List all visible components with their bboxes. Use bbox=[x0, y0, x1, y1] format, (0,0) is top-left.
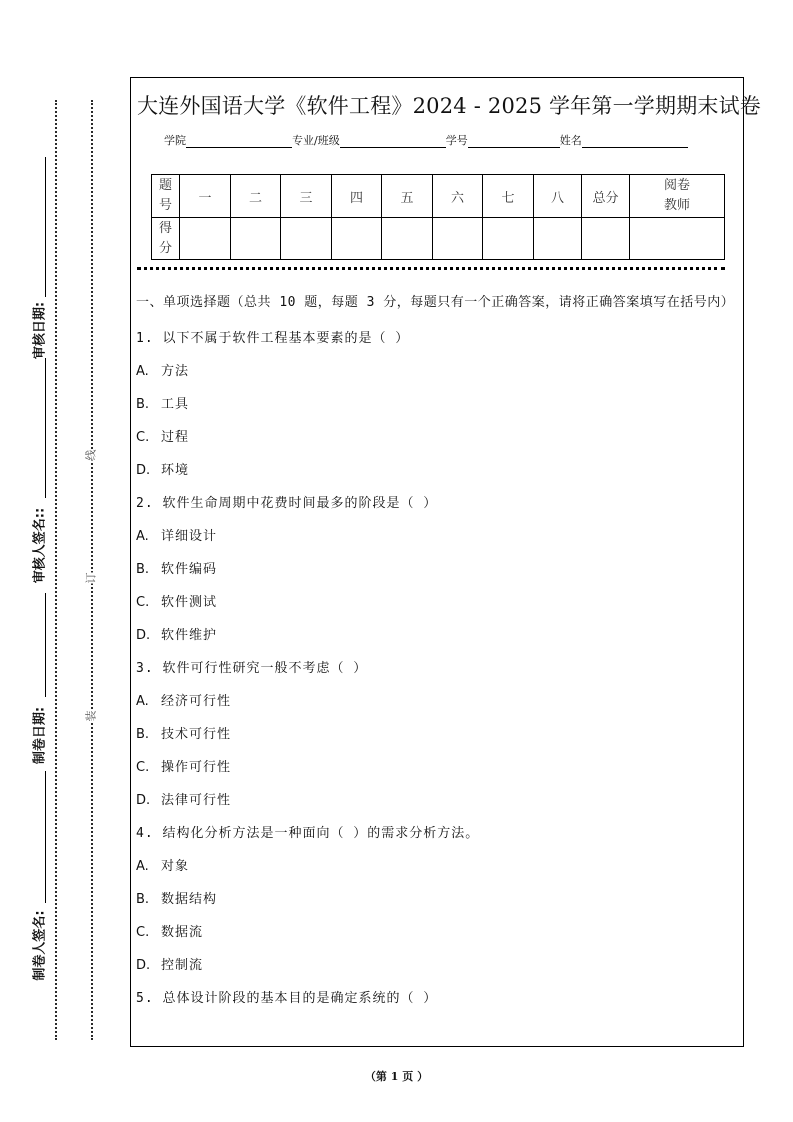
score-cell-5[interactable] bbox=[382, 218, 433, 260]
option-item[interactable]: B. 数据结构 bbox=[136, 892, 218, 907]
name-label: 姓名 bbox=[559, 134, 582, 147]
option-item[interactable]: B. 技术可行性 bbox=[136, 727, 232, 742]
major-class-field[interactable] bbox=[340, 135, 446, 148]
option-item[interactable]: C. 过程 bbox=[136, 430, 190, 445]
col-header-3: 三 bbox=[281, 175, 332, 218]
college-label: 学院 bbox=[164, 134, 186, 147]
option-item[interactable]: A. 对象 bbox=[136, 859, 190, 874]
prepare-date-line[interactable] bbox=[45, 593, 46, 697]
preparer-signature-label: 制卷人签名: bbox=[32, 910, 48, 981]
exam-content bbox=[136, 292, 736, 1015]
col-header-1: 一 bbox=[180, 175, 231, 218]
score-cell-6[interactable] bbox=[433, 218, 483, 260]
option-item[interactable]: B. 工具 bbox=[136, 397, 190, 412]
col-header-total: 总分 bbox=[582, 175, 630, 218]
major-class-label: 专业/班级 bbox=[292, 134, 340, 147]
score-cell-7[interactable] bbox=[483, 218, 534, 260]
col-header-grader: 阅卷 教师 bbox=[630, 175, 725, 218]
student-id-label: 学号 bbox=[445, 134, 468, 147]
score-cell-8[interactable] bbox=[534, 218, 582, 260]
score-cell-4[interactable] bbox=[332, 218, 382, 260]
score-cell-1[interactable] bbox=[180, 218, 231, 260]
exam-title: 大连外国语大学《软件工程》2024 - 2025 学年第一学期期末试卷 bbox=[137, 94, 762, 118]
student-info-row bbox=[164, 132, 688, 148]
score-table bbox=[151, 174, 725, 260]
question-stem: 2. 软件生命周期中花费时间最多的阶段是（ ） bbox=[136, 496, 438, 511]
option-item[interactable]: D. 法律可行性 bbox=[136, 793, 232, 808]
option-item[interactable]: A. 详细设计 bbox=[136, 529, 218, 544]
prepare-date-label: 制卷日期: bbox=[32, 706, 48, 765]
option-item[interactable]: C. 操作可行性 bbox=[136, 760, 232, 775]
option-item[interactable]: A. 方法 bbox=[136, 364, 190, 379]
col-header-4: 四 bbox=[332, 175, 382, 218]
option-item[interactable]: C. 数据流 bbox=[136, 925, 204, 940]
binding-char-zhuang: 装 bbox=[84, 710, 98, 722]
col-header-7: 七 bbox=[483, 175, 534, 218]
option-item[interactable]: B. 软件编码 bbox=[136, 562, 218, 577]
col-header-5: 五 bbox=[382, 175, 433, 218]
option-item[interactable]: D. 控制流 bbox=[136, 958, 204, 973]
binding-char-ding: 订 bbox=[84, 572, 98, 584]
option-item[interactable]: D. 软件维护 bbox=[136, 628, 218, 643]
score-cell-grader[interactable] bbox=[630, 218, 725, 260]
question-stem: 5. 总体设计阶段的基本目的是确定系统的（ ） bbox=[136, 991, 438, 1006]
score-cell-total[interactable] bbox=[582, 218, 630, 260]
question-stem: 4. 结构化分析方法是一种面向（ ）的需求分析方法。 bbox=[136, 826, 480, 841]
review-date-line[interactable] bbox=[45, 157, 46, 297]
option-item[interactable]: D. 环境 bbox=[136, 463, 190, 478]
col-header-6: 六 bbox=[433, 175, 483, 218]
section-1-heading: 一、单项选择题（总共 10 题，每题 3 分，每题只有一个正确答案，请将正确答案填写在括号内） bbox=[136, 295, 735, 310]
reviewer-signature-line[interactable] bbox=[45, 358, 46, 498]
question-stem: 1. 以下不属于软件工程基本要素的是（ ） bbox=[136, 331, 410, 346]
college-field[interactable] bbox=[186, 135, 292, 148]
dotted-separator bbox=[137, 267, 725, 270]
name-field[interactable] bbox=[582, 135, 688, 148]
binding-char-xian: 线 bbox=[84, 449, 98, 461]
review-date-label: 审核日期: bbox=[32, 301, 48, 360]
score-table-header-row bbox=[152, 175, 725, 218]
score-cell-3[interactable] bbox=[281, 218, 332, 260]
col-header-8: 八 bbox=[534, 175, 582, 218]
score-label: 得 分 bbox=[152, 218, 180, 260]
score-cell-2[interactable] bbox=[231, 218, 281, 260]
exam-page-frame bbox=[130, 77, 762, 1047]
margin-dotted-line-outer bbox=[55, 100, 57, 1040]
preparer-signature-line[interactable] bbox=[45, 771, 46, 903]
option-item[interactable]: C. 软件测试 bbox=[136, 595, 218, 610]
question-number-label: 题 号 bbox=[152, 175, 180, 218]
score-table-score-row bbox=[152, 218, 725, 260]
col-header-2: 二 bbox=[231, 175, 281, 218]
student-id-field[interactable] bbox=[468, 135, 560, 148]
margin-dotted-line-inner bbox=[91, 100, 93, 1040]
reviewer-signature-label: 审核人签名:: bbox=[32, 507, 48, 584]
page-number: （第 1 页 ） bbox=[364, 1070, 429, 1083]
question-stem: 3. 软件可行性研究一般不考虑（ ） bbox=[136, 661, 368, 676]
option-item[interactable]: A. 经济可行性 bbox=[136, 694, 232, 709]
